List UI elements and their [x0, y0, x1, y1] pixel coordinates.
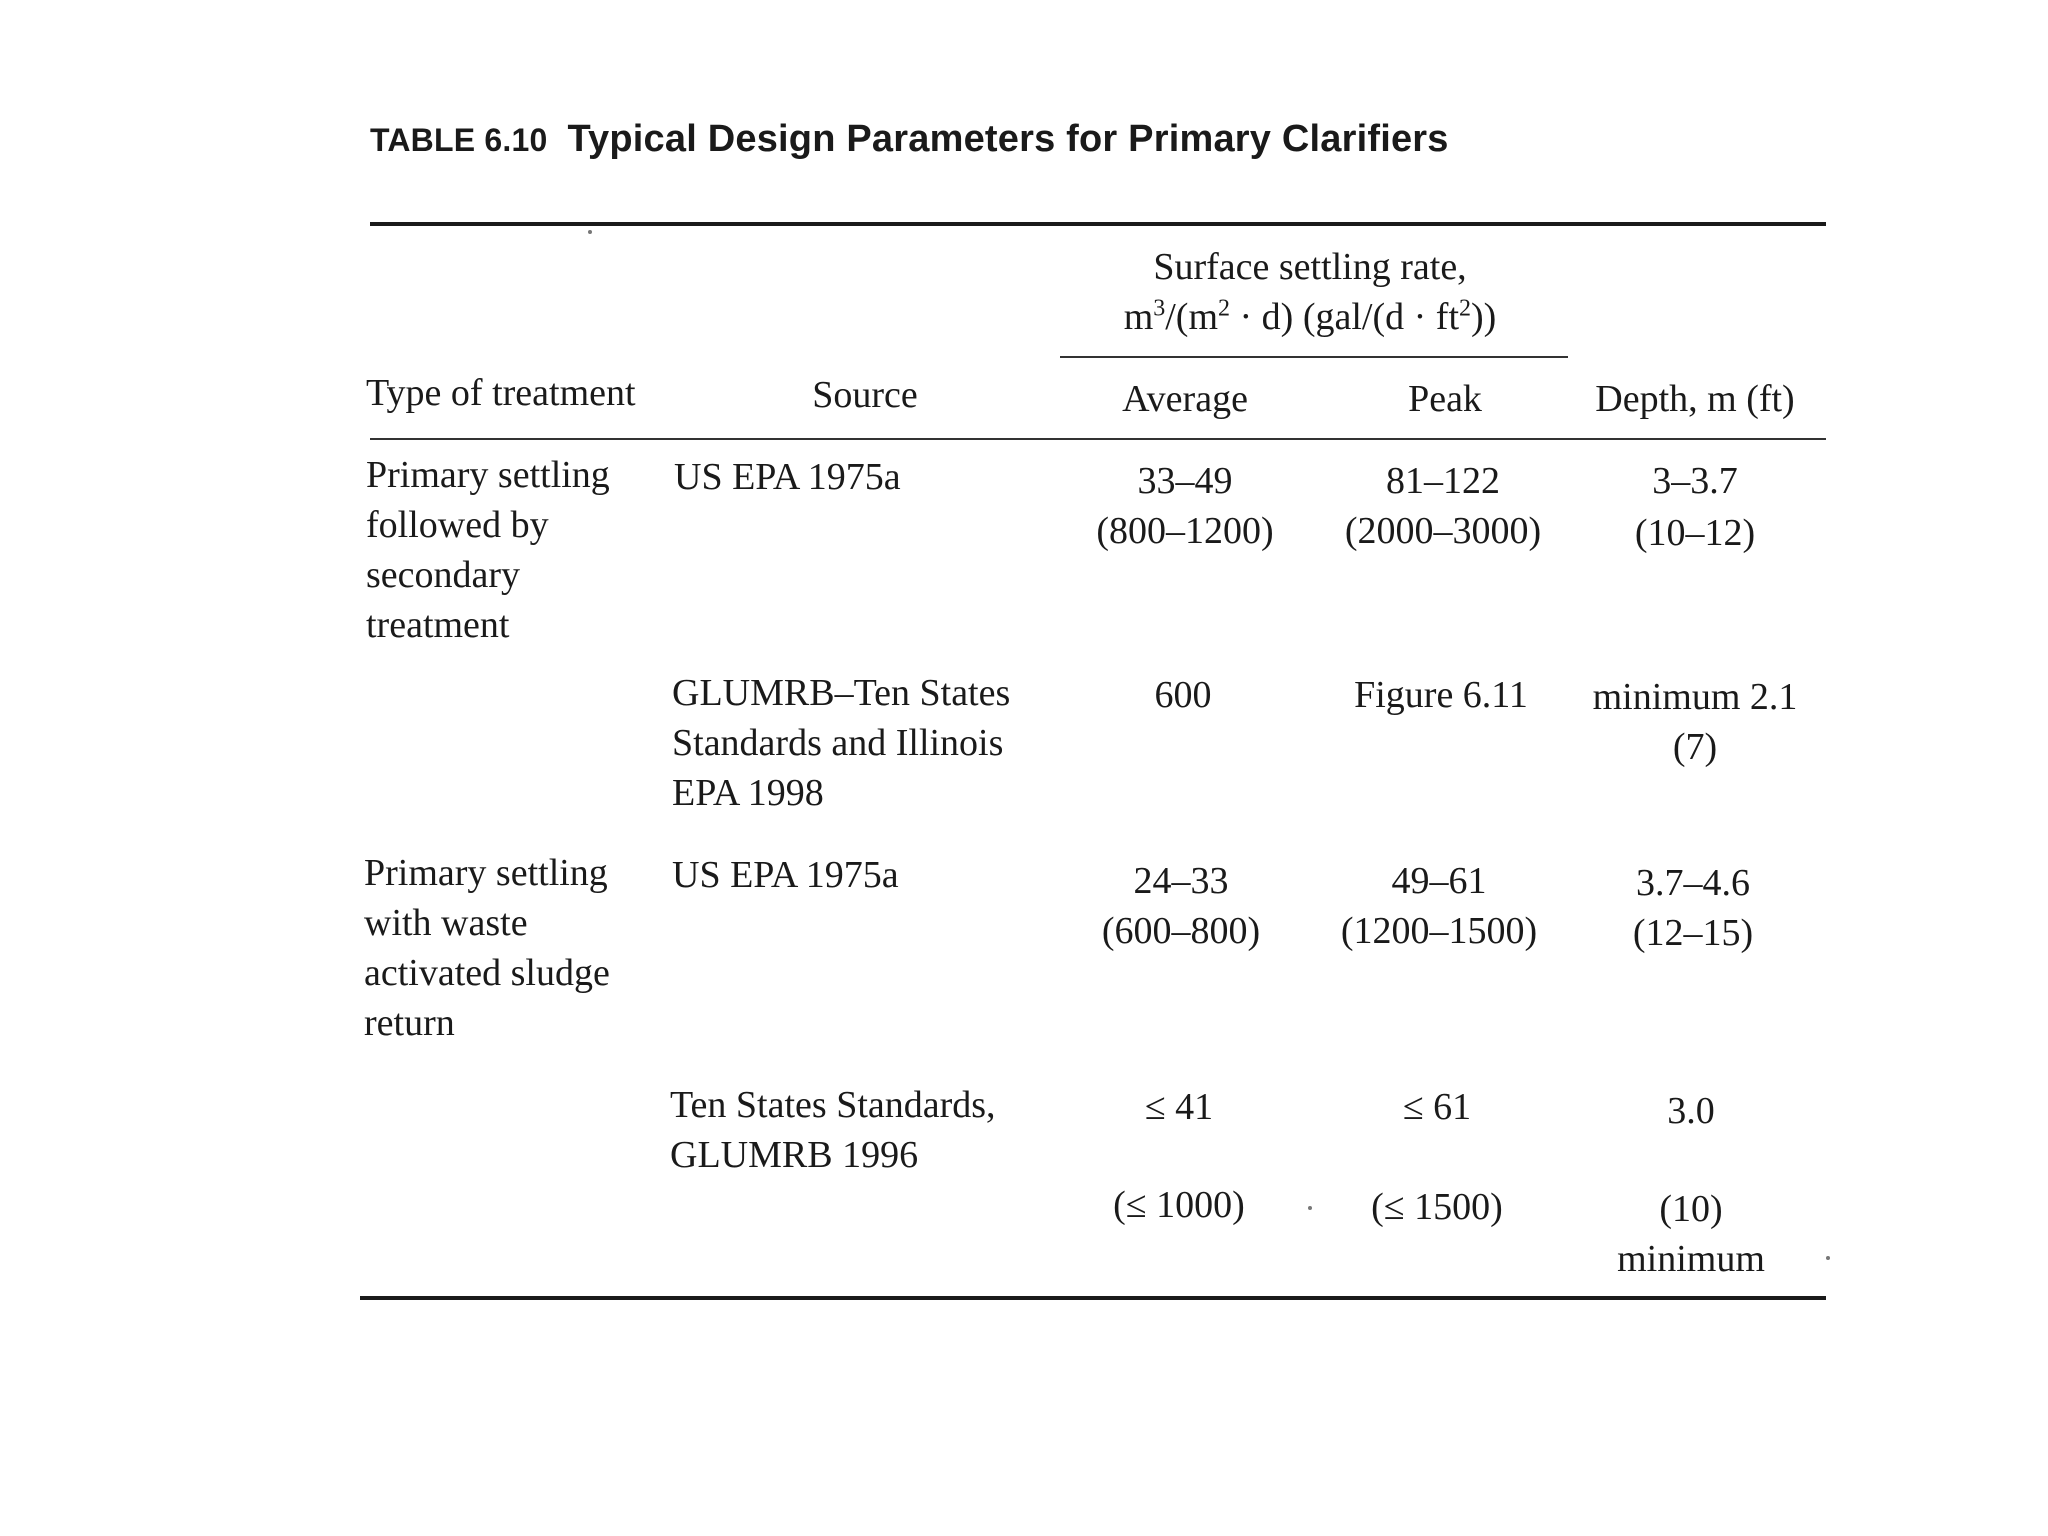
- group-header-line1: Surface settling rate,: [1153, 246, 1467, 288]
- col-header-peak: Peak: [1408, 378, 1482, 420]
- row4-peak-1: ≤ 61: [1402, 1086, 1472, 1128]
- row2-average-1: 600: [1154, 674, 1212, 716]
- row2-depth-2: (7): [1672, 726, 1718, 768]
- row1-source-1: US EPA 1975a: [674, 456, 901, 498]
- scan-speck: [588, 230, 592, 234]
- row4-depth-3: minimum: [1617, 1238, 1765, 1280]
- row3-depth-1: 3.7–4.6: [1636, 862, 1750, 904]
- row4-depth-1: 3.0: [1667, 1090, 1715, 1132]
- row4-source-1: Ten States Standards,: [670, 1084, 996, 1126]
- row1-average-1: 33–49: [1137, 460, 1233, 502]
- top-rule: [370, 222, 1826, 226]
- row1-peak-1: 81–122: [1386, 460, 1500, 502]
- row3-type-1: Primary settling: [364, 852, 608, 894]
- group-header-rule: [1060, 356, 1568, 358]
- row3-average-1: 24–33: [1133, 860, 1229, 902]
- row3-type-3: activated sludge: [364, 952, 610, 994]
- row3-type-4: return: [364, 1002, 455, 1044]
- row1-depth-1: 3–3.7: [1652, 460, 1738, 502]
- col-header-type: Type of treatment: [366, 372, 636, 414]
- group-header-units: $m^3/(m^2 \cdot d) (gal/(d \cdot ft^2))$: [1123, 295, 1497, 338]
- bottom-rule: [360, 1296, 1826, 1300]
- scan-speck: [1308, 1206, 1312, 1210]
- row1-type-1: Primary settling: [366, 454, 610, 496]
- col-header-depth: Depth, m (ft): [1595, 378, 1795, 420]
- col-header-source: Source: [812, 374, 918, 416]
- row2-depth-1: minimum 2.1: [1592, 676, 1798, 718]
- row3-average-2: (600–800): [1101, 910, 1261, 952]
- row2-source-2: Standards and Illinois: [672, 722, 1004, 764]
- table-label: TABLE 6.10: [370, 122, 548, 158]
- row4-source-2: GLUMRB 1996: [670, 1134, 919, 1176]
- scan-speck: [1826, 1256, 1830, 1260]
- row3-depth-2: (12–15): [1632, 912, 1754, 954]
- col-header-average: Average: [1122, 378, 1248, 420]
- row2-source-1: GLUMRB–Ten States: [672, 672, 1011, 714]
- row3-peak-1: 49–61: [1391, 860, 1487, 902]
- row4-average-1: ≤ 41: [1144, 1086, 1214, 1128]
- row1-type-4: treatment: [366, 604, 510, 646]
- row2-source-3: EPA 1998: [672, 772, 824, 814]
- table-caption: [370, 118, 1449, 161]
- row1-depth-2: (10–12): [1634, 512, 1756, 554]
- row1-peak-2: (2000–3000): [1344, 510, 1542, 552]
- row1-type-3: secondary: [366, 554, 521, 596]
- table-title: Typical Design Parameters for Primary Clarifiers: [567, 118, 1449, 160]
- row1-type-2: followed by: [366, 504, 549, 546]
- row4-peak-2: (≤ 1500): [1371, 1186, 1503, 1228]
- row1-average-2: (800–1200): [1096, 510, 1274, 552]
- header-rule: [370, 438, 1826, 440]
- row2-peak-1: Figure 6.11: [1354, 674, 1528, 716]
- row3-type-2: with waste: [364, 902, 528, 944]
- row3-source-1: US EPA 1975a: [672, 854, 899, 896]
- row4-average-2: (≤ 1000): [1113, 1184, 1245, 1226]
- row3-peak-2: (1200–1500): [1340, 910, 1538, 952]
- row4-depth-2: (10): [1659, 1188, 1723, 1230]
